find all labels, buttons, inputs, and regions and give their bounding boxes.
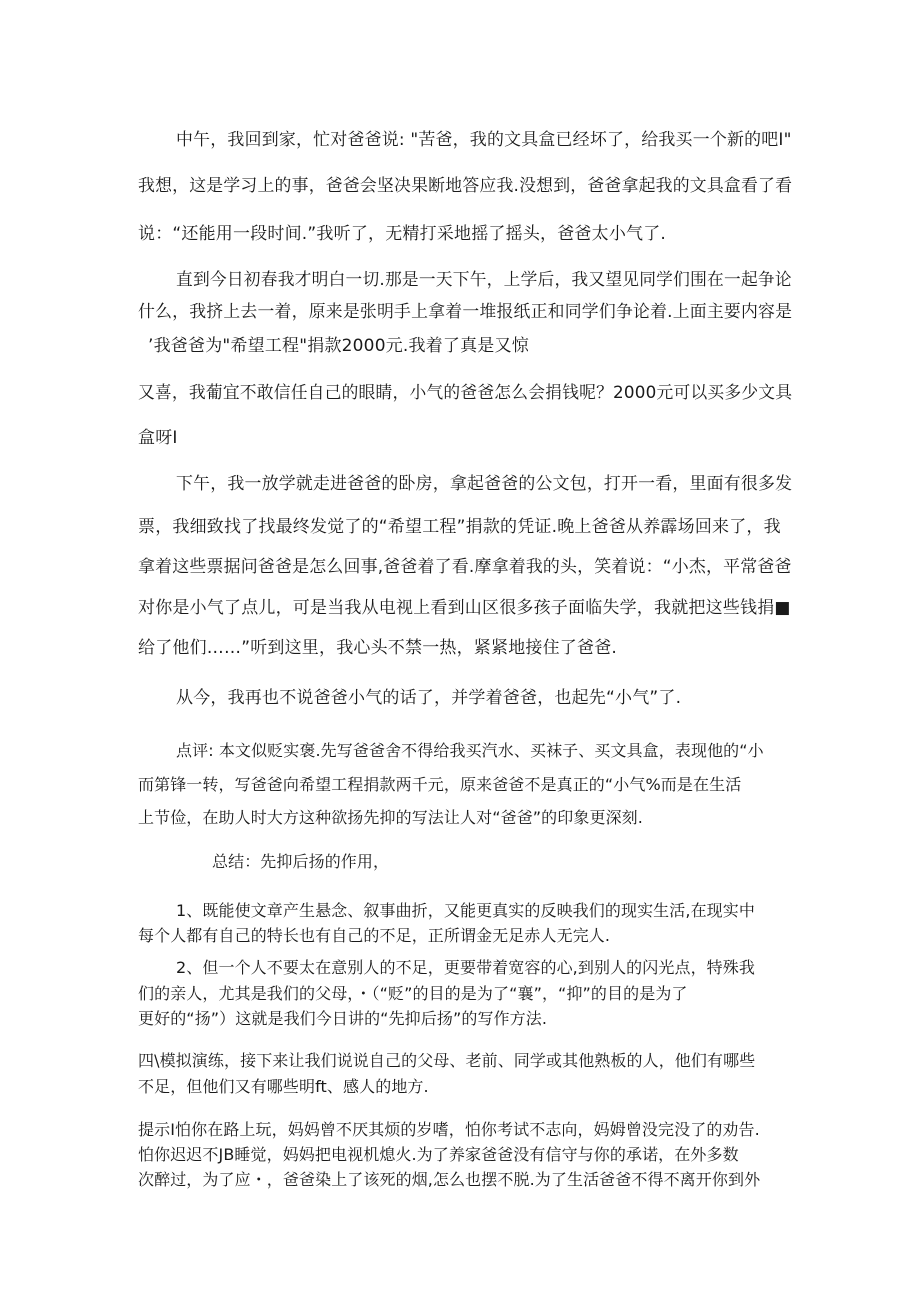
text-line: 总结：先抑后扬的作用， <box>212 852 390 871</box>
text-line: 从今，我再也不说爸爸小气的话了，并学着爸爸，也起先“小气”了. <box>176 688 682 708</box>
text-line: 直到今日初春我才明白一切.那是一天下午，上学后，我又望见同学们围在一起争论 <box>176 270 792 290</box>
text-line: 又喜，我葡宜不敢信任自己的眼睛，小气的爸爸怎么会捐钱呢？2000元可以买多少文具 <box>138 383 793 403</box>
text-line: 对你是小气了点儿，可是当我从电视上看到山区很多孩子面临失学，我就把这些钱捐■ <box>138 598 791 618</box>
text-line: 下午，我一放学就走进爸爸的卧房，拿起爸爸的公文包，打开一看，里面有很多发 <box>176 474 793 494</box>
text-line: 中午，我回到家，忙对爸爸说: "苦爸，我的文具盒已经坏了，给我买一个新的吧I" <box>176 130 792 150</box>
text-line: 什么，我挤上去一着，原来是张明手上拿着一堆报纸正和同学们争论着.上面主要内容是 <box>138 302 793 322</box>
text-line: 而第锋一转，写爸爸向希望工程捐款两千元，原来爸爸不是真正的“小气%而是在生活 <box>138 775 742 794</box>
text-line: 们的亲人，尤其是我们的父母，・（“贬”的目的是为了“襄”，“抑”的目的是为了 <box>138 984 688 1003</box>
text-line: 更好的“扬”）这就是我们今日讲的“先抑后扬”的写作方法. <box>138 1009 548 1028</box>
text-line: 说：“还能用一段时间.”我听了，无精打采地摇了摇头，爸爸太小气了. <box>138 224 667 244</box>
text-line: 1、既能使文章产生悬念、叙事曲折，又能更真实的反映我们的现实生活,在现实中 <box>176 901 755 920</box>
text-line: 提示I怕你在路上玩，妈妈曾不厌其烦的岁嗜，怕你考试不志向，妈姆曾没完没了的劝告. <box>138 1120 760 1139</box>
text-line: 盒呀I <box>138 428 178 448</box>
text-line: 点评: 本文似贬实褒.先写爸爸舍不得给我买汽水、买袜子、买文具盒，表现他的“小 <box>176 741 764 760</box>
text-line: 四\模拟演练，接下来让我们说说自己的父母、老前、同学或其他熟板的人，他们有哪些 <box>138 1051 756 1070</box>
text-line: 拿着这些票据问爸爸是怎么回事,爸爸着了看.摩拿着我的头，笑着说：“小杰，平常爸爸 <box>138 557 792 577</box>
text-line: ’我爸爸为"希望工程"捐款2000元.我着了真是又惊 <box>148 336 529 356</box>
text-line: 怕你迟迟不JB睡觉，妈妈把电视机熄火.为了养家爸爸没有信守与你的承诺，在外多数 <box>138 1145 739 1164</box>
text-line: 我想，这是学习上的事，爸爸会坚决果断地答应我.没想到，爸爸拿起我的文具盒看了看 <box>138 176 793 196</box>
text-line: 次醉过，为了应・，爸爸染上了该死的烟,怎么也摆不脱.为了生活爸爸不得不离开你到外 <box>138 1170 761 1189</box>
text-line: 上节俭，在助人时大方这种欲扬先抑的写法让人对“爸爸”的印象更深刻. <box>138 808 643 827</box>
text-line: 票，我细致找了找最终发觉了的“希望工程”捐款的凭证.晚上爸爸从养霹场回来了，我 <box>138 517 781 537</box>
text-line: 不足，但他们又有哪些明ft、感人的地方. <box>138 1077 429 1096</box>
text-line: 给了他们……”听到这里，我心头不禁一热，紧紧地接住了爸爸. <box>138 638 618 658</box>
text-line: 2、但一个人不要太在意别人的不足，更要带着宽容的心,到别人的闪光点，特殊我 <box>176 958 755 977</box>
text-line: 每个人都有自己的特长也有自己的不足，正所谓金无足赤人无完人. <box>138 926 611 945</box>
